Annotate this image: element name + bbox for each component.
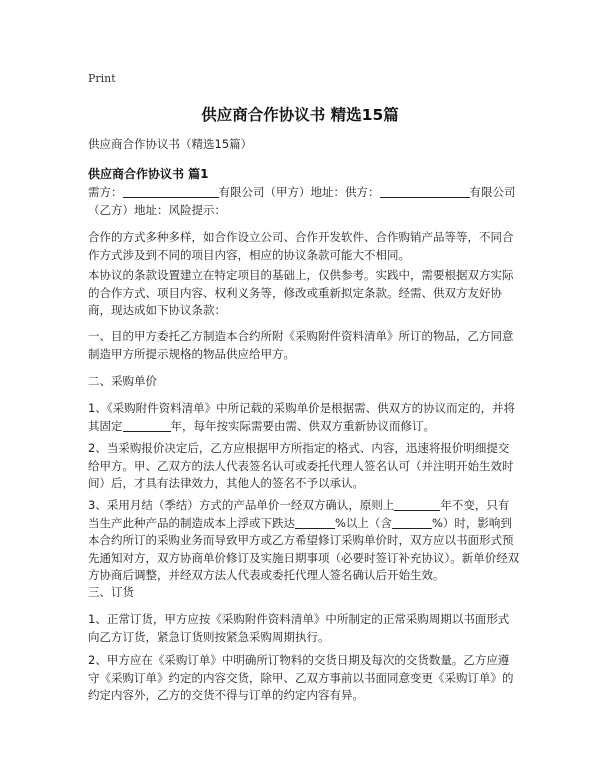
- clause-2-1: [88, 400, 520, 435]
- clause-2-3-text-d: %）时，影响到本合约所订的采购业务而导致甲方或乙方希望修订采购单价时，双方应以书面形式预先通知对方，双方协商单价修订及实施日期事项（必要时签订补充协议）。新单价经双方协商后调整，并经双方法人代表或委托代理人签名确认后开始生效。: [88, 515, 520, 582]
- buyer-suffix: 有限公司（甲方）地址：供方：: [218, 185, 380, 199]
- heading-ordering: 三、订货: [88, 585, 134, 599]
- clause-2-2: 2、当采购报价决定后，乙方应根据甲方所指定的格式、内容，迅速将报价明细提交给甲方。甲、乙双方的法人代表签名认可或委托代理人签名认可（并注明开始生效时间）后，才具有法律效力，其他人的签名不予以承认。: [88, 441, 514, 490]
- document-subtitle: 供应商合作协议书（精选15篇）: [88, 137, 253, 151]
- buyer-blank: [123, 185, 219, 198]
- section-heading: 供应商合作协议书 篇1: [88, 167, 209, 181]
- clause-2-3-blank-percent-incl: [392, 516, 432, 529]
- clause-2-3-text-a: 3、采用月结（季结）方式的产品单价一经双方确认，原则上: [88, 498, 395, 512]
- heading-purchase-price: 二、采购单价: [88, 374, 157, 388]
- intro-paragraph-1: 合作的方式多种多样，如合作设立公司、合作开发软件、合作购销产品等等，不同合作方式涉及到不同的项目内容，相应的协议条款可能大不相同。: [88, 230, 514, 262]
- clause-2-3-text-b: 年不变，只有当生产此种产品的制造成本上浮或下跌达: [88, 498, 510, 530]
- seller-blank: [380, 185, 470, 198]
- seller-suffix: 有限公司（乙方）地址：风险提示：: [88, 185, 516, 217]
- clause-2-3-blank-years: [394, 498, 440, 511]
- clause-2-1-text-b: 年，每年按实际需要由需、供双方重新协议而修订。: [170, 418, 435, 433]
- clause-2-3-text-c: %以上（含: [335, 515, 392, 530]
- clause-2-3: [88, 497, 520, 585]
- buyer-label: 需方：: [88, 185, 123, 199]
- clause-1: 一、目的甲方委托乙方制造本合约所附《采购附件资料清单》所订的物品，乙方同意制造甲方所提示规格的物品供应给甲方。: [88, 329, 514, 361]
- document-title: 供应商合作协议书 精选15篇: [201, 106, 399, 124]
- parties-paragraph: [88, 184, 520, 219]
- clause-3-2: 2、甲方应在《采购订单》中明确所订物料的交货日期及每次的交货数量。乙方应遵守《采购订单》约定的内容交货，除甲、乙双方事前以书面同意变更《采购订单》的约定内容外，乙方的交货不得与订单的约定内容有异。: [88, 653, 514, 702]
- intro-paragraph-2: 本协议的条款设置建立在特定项目的基础上，仅供参考。实践中，需要根据双方实际的合作方式、项目内容、权利义务等，修改或重新拟定条款。经需、供双方友好协商，现达成如下协议条款：: [88, 268, 514, 317]
- clause-3-1: 1、正常订货，甲方应按《采购附件资料清单》中所制定的正常采购周期以书面形式向乙方订货，紧急订货则按紧急采购周期执行。: [88, 612, 510, 644]
- clause-2-3-blank-percent: [295, 516, 335, 529]
- clause-2-1-blank: [123, 419, 171, 432]
- clause-2-1-text-a: 1、《采购附件资料清单》中所记载的采购单价是根据需、供双方的协议而定的，并将其固定: [88, 401, 516, 433]
- print-link[interactable]: Print: [88, 72, 116, 85]
